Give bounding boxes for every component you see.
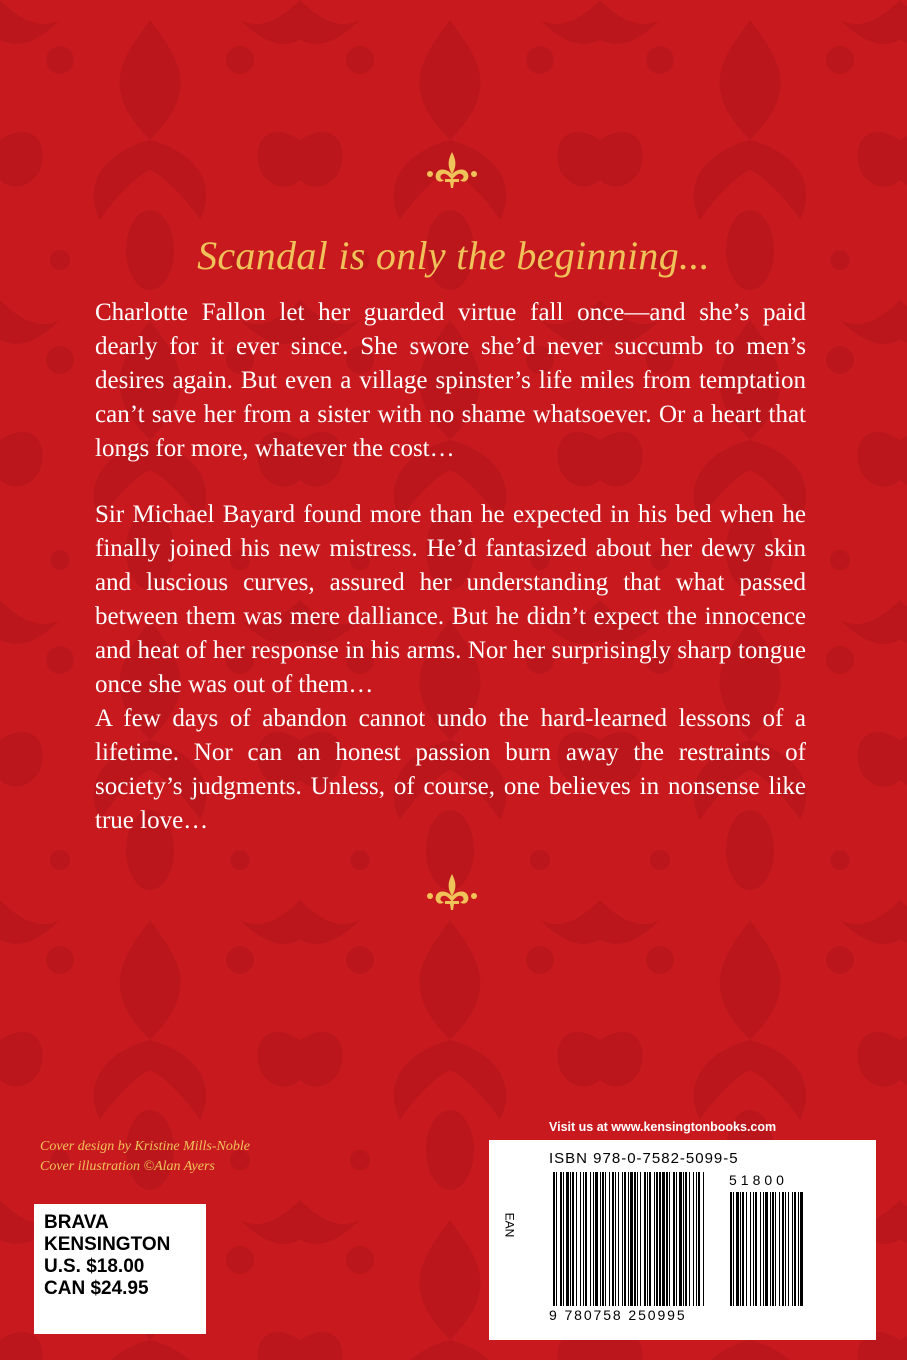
barcode-addon-bar bbox=[775, 1192, 776, 1306]
barcode-addon-bar bbox=[755, 1192, 757, 1306]
barcode-addon-bar bbox=[736, 1192, 739, 1306]
barcode-addon-bar bbox=[770, 1192, 771, 1306]
barcode-bar bbox=[693, 1172, 694, 1306]
barcode-bar bbox=[576, 1172, 577, 1306]
blurb-paragraph-2: Sir Michael Bayard found more than he expected in his bed when he finally joined his new mistress. He’d fantasized about her dewy skin and luscious curves, assured her understanding that what passed between them was mere dalliance. But he didn’t expect the innocence and heat of her response in his arms. Nor her surprisingly sharp tongue once she was out of them… bbox=[95, 501, 806, 698]
barcode-bar bbox=[637, 1172, 638, 1306]
ean-label: EAN bbox=[502, 1212, 517, 1238]
barcode-bar bbox=[563, 1172, 564, 1306]
barcode-bar bbox=[570, 1172, 571, 1306]
barcode-bar bbox=[622, 1172, 623, 1306]
barcode-addon-bar bbox=[746, 1192, 747, 1306]
barcode-bar bbox=[556, 1172, 557, 1306]
barcode-addon-digits: 51800 bbox=[729, 1172, 788, 1188]
barcode-bar bbox=[634, 1172, 636, 1306]
barcode-digits: 9 780758 250995 bbox=[549, 1307, 687, 1323]
barcode-bar bbox=[600, 1172, 601, 1306]
barcode-bar bbox=[628, 1172, 629, 1306]
barcode-bar bbox=[615, 1172, 616, 1306]
barcode-addon-bar bbox=[740, 1192, 741, 1306]
barcode-panel bbox=[489, 1140, 876, 1340]
fleur-de-lis-icon bbox=[426, 150, 478, 190]
blurb-paragraph-3: A few days of abandon cannot undo the hard-learned lessons of a lifetime. Nor can an honest passion burn away the restraints of society’s judgments. Unless, of course, one believes in nonsense like true love… bbox=[95, 705, 806, 834]
barcode-bar bbox=[676, 1172, 677, 1306]
barcode-bar bbox=[618, 1172, 619, 1306]
barcode-addon-bar bbox=[765, 1192, 768, 1306]
barcode-addon-bar bbox=[782, 1192, 784, 1306]
cover-credits bbox=[40, 1137, 360, 1177]
barcode-addon-bar bbox=[800, 1192, 803, 1306]
barcode-bar bbox=[553, 1172, 555, 1306]
barcode-bar bbox=[590, 1172, 591, 1306]
barcode-addon-bar bbox=[760, 1192, 761, 1306]
barcode-bar bbox=[630, 1172, 633, 1306]
barcode-bar bbox=[698, 1172, 700, 1306]
barcode-addon-bar bbox=[733, 1192, 734, 1306]
barcode-bar bbox=[595, 1172, 598, 1306]
cover-design-credit: Cover design by Kristine Mills-Noble bbox=[40, 1139, 250, 1154]
barcode-bar bbox=[649, 1172, 651, 1306]
barcode-addon-bar bbox=[798, 1192, 799, 1306]
barcode-bar bbox=[685, 1172, 687, 1306]
barcode-addon-bar bbox=[779, 1192, 780, 1306]
barcode-bar bbox=[583, 1172, 584, 1306]
cover-illustration-credit: Cover illustration ©Alan Ayers bbox=[40, 1159, 215, 1174]
barcode-bar bbox=[654, 1172, 655, 1306]
barcode-addon-bar bbox=[763, 1192, 764, 1306]
barcode-bar bbox=[640, 1172, 641, 1306]
barcode-addon-bar bbox=[772, 1192, 774, 1306]
barcode-addon-bar bbox=[750, 1192, 751, 1306]
barcode-bar bbox=[689, 1172, 690, 1306]
isbn-text: ISBN 978-0-7582-5099-5 bbox=[549, 1150, 739, 1167]
barcode-bar bbox=[656, 1172, 658, 1306]
barcode-bar bbox=[580, 1172, 581, 1306]
barcode-bar bbox=[602, 1172, 604, 1306]
website-link[interactable]: Visit us at www.kensingtonbooks.com bbox=[549, 1120, 777, 1134]
barcode-addon-bar bbox=[794, 1192, 796, 1306]
barcode-bar bbox=[669, 1172, 670, 1306]
barcode-bar bbox=[703, 1172, 704, 1306]
barcode-bar bbox=[585, 1172, 587, 1306]
barcode-bar bbox=[647, 1172, 648, 1306]
barcode-bar bbox=[605, 1172, 606, 1306]
blurb-paragraph-1: Charlotte Fallon let her guarded virtue fall once—and she’s paid dearly for it ever since. She swore she’d never succumb to men’s desires again. But even a village spinster’s life miles from temptation can’t save her from a sister with no shame whatsoever. Or a heart that longs for more, whatever the cost… bbox=[95, 299, 806, 462]
barcode-bar bbox=[659, 1172, 661, 1306]
barcode-bar bbox=[572, 1172, 574, 1306]
barcode-addon-bar bbox=[788, 1192, 789, 1306]
barcode-addon-bar bbox=[730, 1192, 732, 1306]
imprint-label: BRAVA bbox=[44, 1212, 109, 1233]
publisher-label: KENSINGTON bbox=[44, 1234, 171, 1255]
barcode-bar bbox=[560, 1172, 562, 1306]
barcode-bar bbox=[683, 1172, 684, 1306]
us-price: U.S. $18.00 bbox=[44, 1256, 145, 1277]
price-box bbox=[34, 1204, 206, 1334]
barcode-bar bbox=[644, 1172, 646, 1306]
barcode-bar bbox=[612, 1172, 614, 1306]
barcode-bar bbox=[593, 1172, 594, 1306]
barcode-bar bbox=[679, 1172, 682, 1306]
barcode-bar bbox=[666, 1172, 668, 1306]
barcode-addon-bar bbox=[753, 1192, 754, 1306]
barcode-addon-bar bbox=[742, 1192, 744, 1306]
barcode-bar bbox=[673, 1172, 675, 1306]
barcode-bar bbox=[609, 1172, 610, 1306]
barcode-bar bbox=[696, 1172, 697, 1306]
barcode-addon-bar bbox=[785, 1192, 786, 1306]
barcode-addon-bar bbox=[792, 1192, 793, 1306]
barcode-bar bbox=[662, 1172, 665, 1306]
fleur-de-lis-icon bbox=[426, 872, 478, 912]
barcode-bar bbox=[624, 1172, 626, 1306]
tagline: Scandal is only the beginning... bbox=[197, 233, 710, 278]
can-price: CAN $24.95 bbox=[44, 1278, 149, 1299]
barcode-bar bbox=[566, 1172, 569, 1306]
